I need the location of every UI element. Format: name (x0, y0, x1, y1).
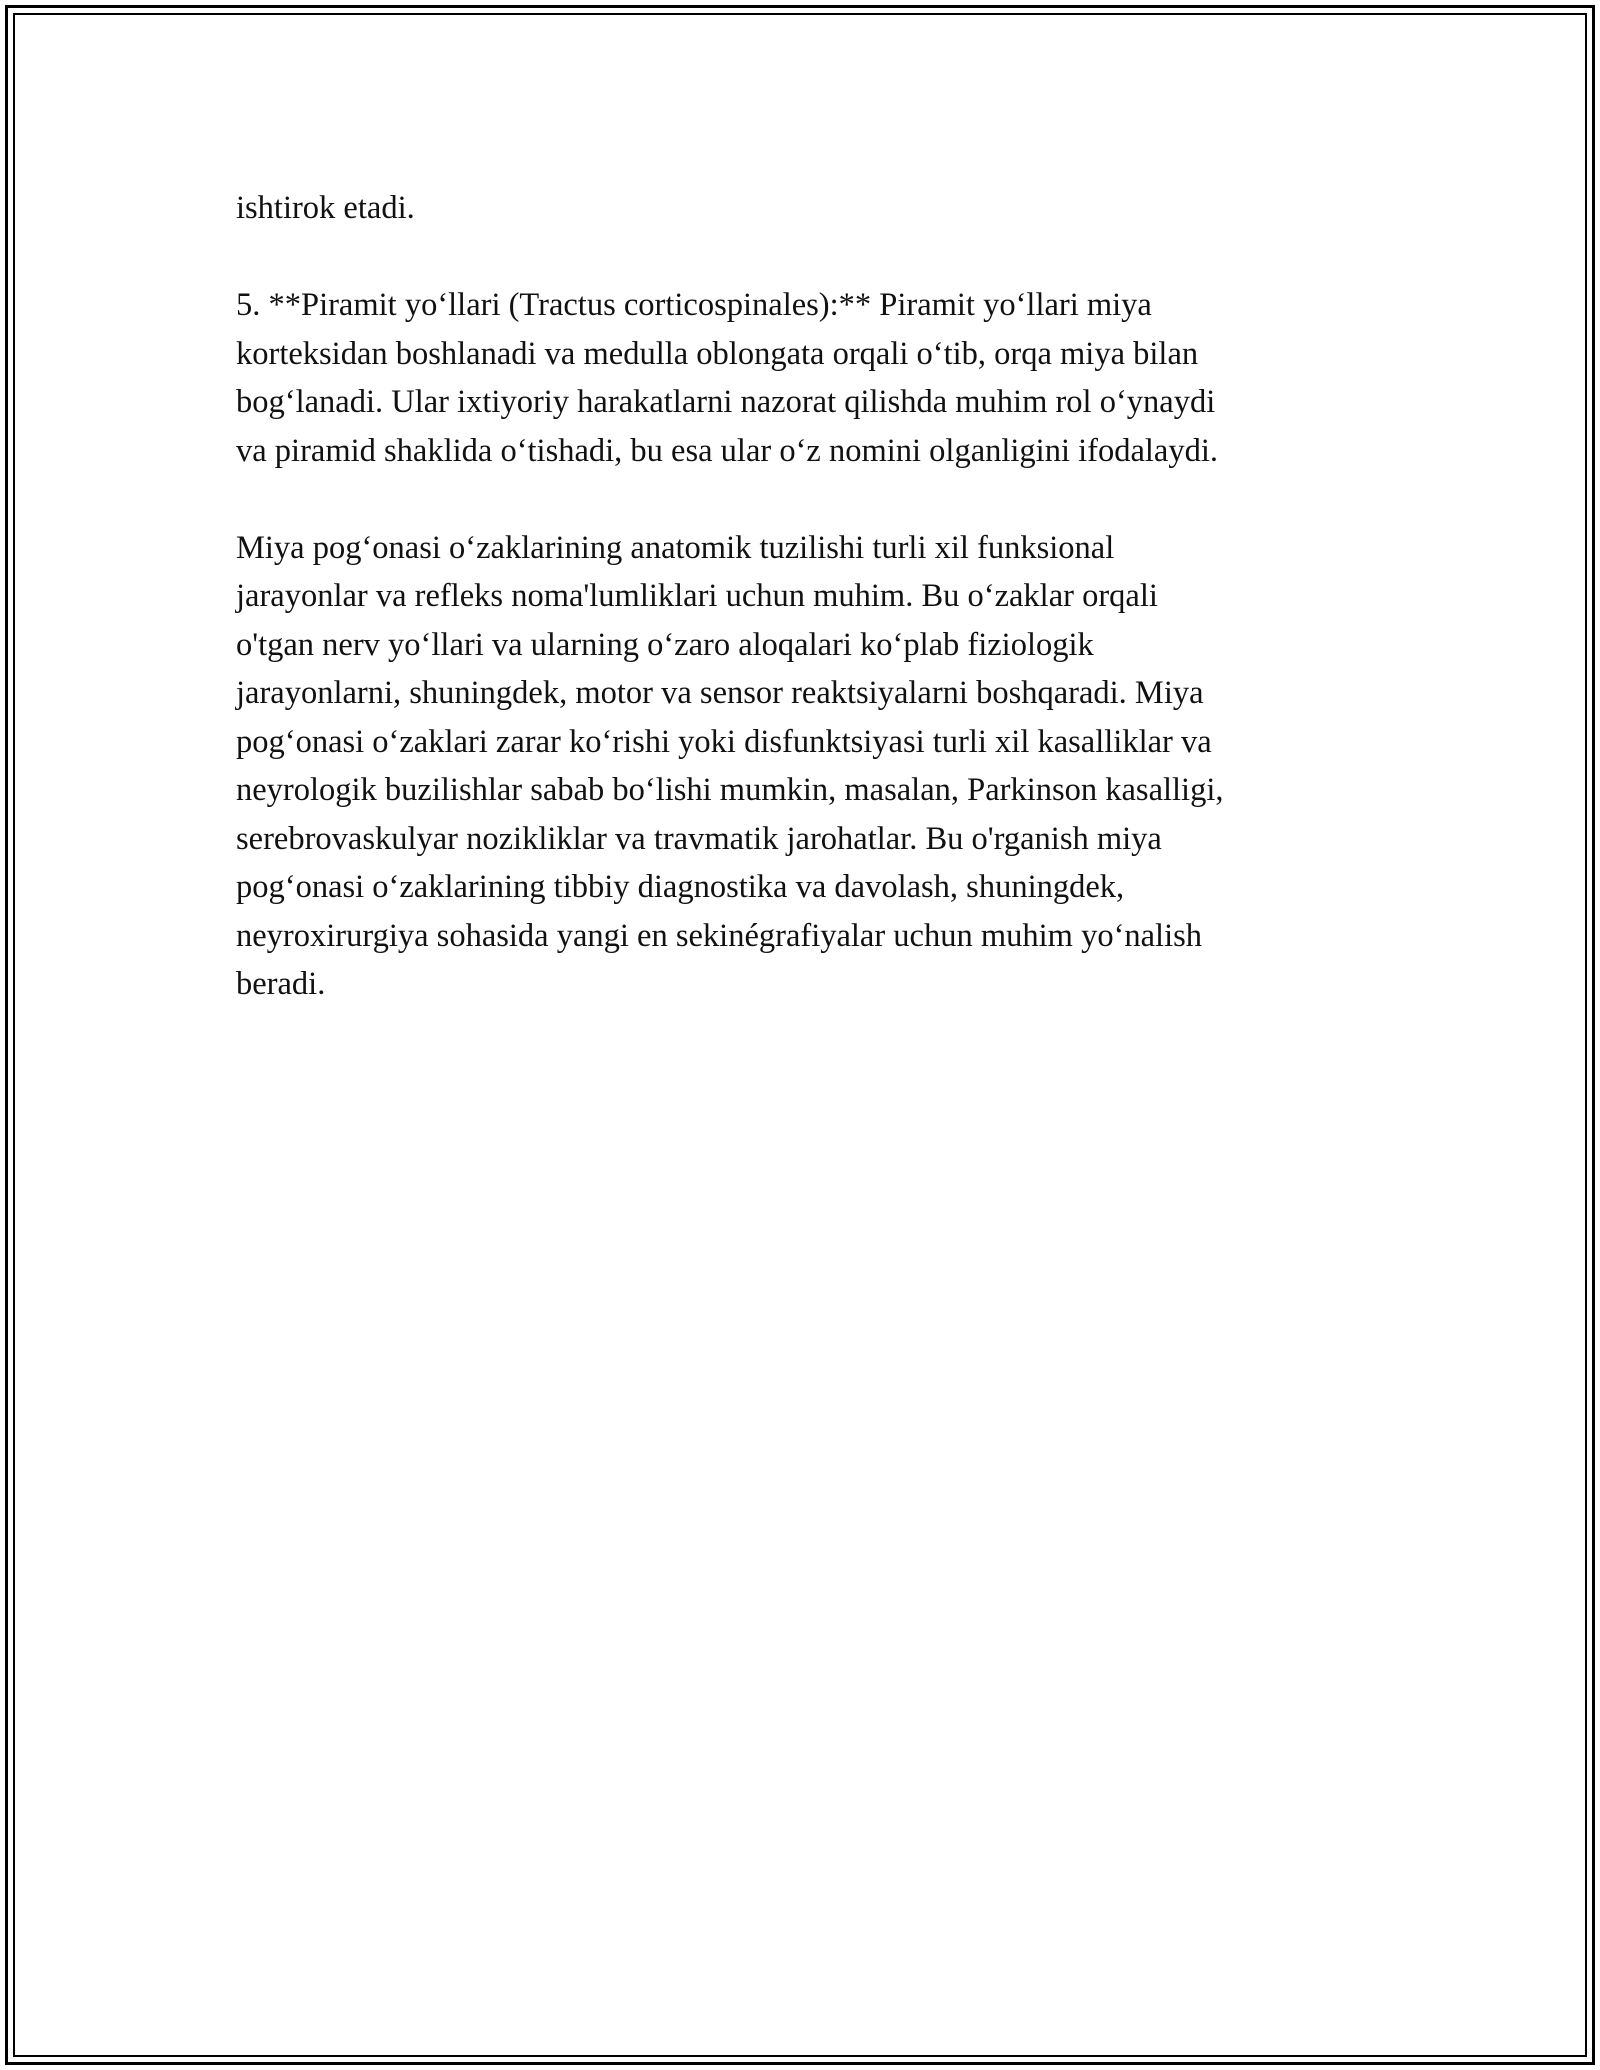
text-line: serebrovaskulyar nozikliklar va travmatik jarohatlar. Bu o'rganish miya (236, 820, 1162, 857)
paragraph-summary (236, 524, 1376, 1009)
paragraph-pyramidal-tracts (236, 281, 1376, 475)
text-line: o'tgan nerv yo‘llari va ularning o‘zaro aloqalari ko‘plab fiziologik (236, 626, 1094, 663)
text-line: bog‘lanadi. Ular ixtiyoriy harakatlarni nazorat qilishda muhim rol o‘ynaydi (236, 384, 1216, 420)
document-body (236, 184, 1376, 1057)
text-line: jarayonlarni, shuningdek, motor va sensor reaktsiyalarni boshqaradi. Miya (236, 675, 1204, 711)
text-line: 5. **Piramit yo‘llari (Tractus corticospinales):** Piramit yo‘llari miya (236, 287, 1152, 323)
text-line: korteksidan boshlanadi va medulla oblongata orqali o‘tib, orqa miya bilan (236, 335, 1199, 372)
text-line: Miya pog‘onasi o‘zaklarining anatomik tuzilishi turli xil funksional (236, 529, 1115, 566)
paragraph-continuation (236, 184, 1376, 233)
text-line: pog‘onasi o‘zaklari zarar ko‘rishi yoki disfunktsiyasi turli xil kasalliklar va (236, 723, 1212, 760)
text-line: neyroxirurgiya sohasida yangi en sekinégrafiyalar uchun muhim yo‘nalish (236, 917, 1203, 954)
text-line: pog‘onasi o‘zaklarining tibbiy diagnostika va davolash, shuningdek, (236, 869, 1125, 905)
text-line: beradi. (236, 966, 326, 1002)
text-line: jarayonlar va refleks noma'lumliklari uchun muhim. Bu o‘zaklar orqali (236, 578, 1158, 614)
text-line: neyrologik buzilishlar sabab bo‘lishi mumkin, masalan, Parkinson kasalligi, (236, 772, 1224, 808)
text-line: va piramid shaklida o‘tishadi, bu esa ular o‘z nomini olganligini ifodalaydi. (236, 432, 1218, 469)
text-line: ishtirok etadi. (236, 190, 415, 226)
